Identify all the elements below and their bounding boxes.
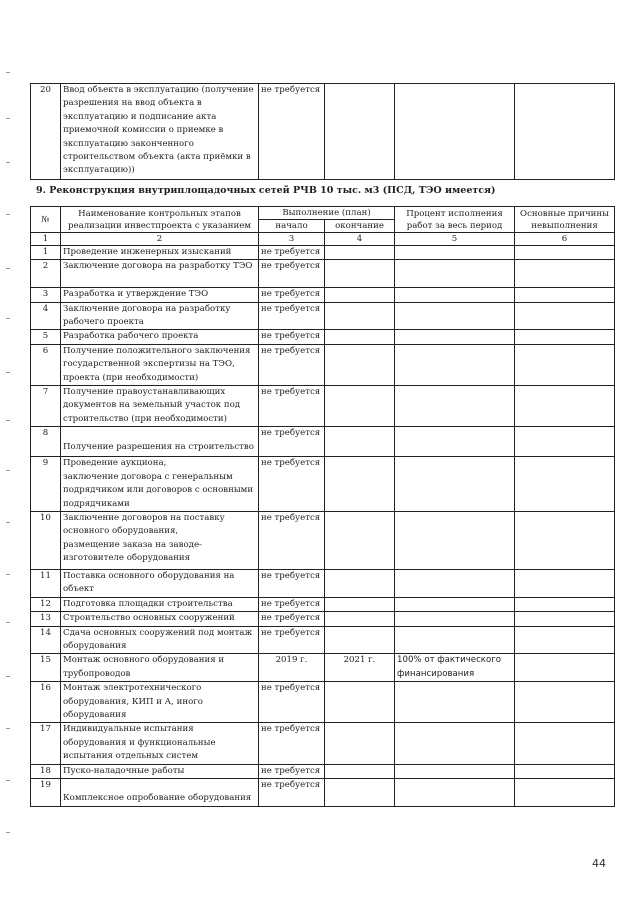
stage-name (61, 288, 259, 302)
end-cell (325, 597, 395, 611)
reasons-cell (515, 457, 615, 512)
scan-mark (6, 622, 10, 623)
table-row (31, 654, 615, 682)
reasons-cell (515, 682, 615, 723)
row-number: 3 (31, 288, 61, 302)
section-title: 9. Реконструкция внутриплощадочных сетей РЧВ 10 тыс. м3 (ПСД, ТЭО имеется) (36, 185, 496, 196)
reasons-cell (515, 344, 615, 385)
reasons-cell (515, 386, 615, 427)
reasons-cell (515, 246, 615, 260)
control-stages-table (30, 206, 615, 807)
stage-name (61, 626, 259, 654)
start-cell: не требуется (259, 626, 325, 654)
stage-name (61, 511, 259, 569)
table-row (31, 330, 615, 344)
reasons-cell (515, 654, 615, 682)
text-line: документов на земельный участок под (63, 400, 241, 411)
text-line: 100% от фактического (397, 655, 502, 666)
header-name: Наименование контрольных этапов реализации инвестпроекта с указанием (61, 207, 259, 233)
percent-cell (395, 427, 515, 457)
table-row (31, 260, 615, 288)
percent-cell (395, 246, 515, 260)
stage-name (61, 246, 259, 260)
reasons-cell (515, 723, 615, 764)
percent-cell (395, 764, 515, 778)
header-reasons: Основные причины невыполнения (515, 207, 615, 233)
scan-mark (6, 214, 10, 215)
text-line (63, 427, 256, 440)
start-cell: не требуется (259, 330, 325, 344)
reasons-cell (515, 597, 615, 611)
row-number: 9 (31, 457, 61, 512)
text-line: трубопроводов (63, 668, 131, 679)
reasons-cell (515, 626, 615, 654)
percent-cell (395, 597, 515, 611)
start-cell: не требуется (259, 682, 325, 723)
row-number: 4 (31, 302, 61, 330)
table-row (31, 344, 615, 385)
row-number: 20 (31, 84, 61, 180)
text-line: размещение заказа на заводе- (63, 539, 202, 550)
start-cell: не требуется (259, 246, 325, 260)
scan-mark (6, 676, 10, 677)
stage-name (61, 654, 259, 682)
table-row (31, 764, 615, 778)
table-row (31, 612, 615, 626)
end-cell (325, 626, 395, 654)
text-line: испытания отдельных систем (63, 751, 199, 762)
scan-mark (6, 832, 10, 833)
end-cell: 2021 г. (325, 654, 395, 682)
row-number: 17 (31, 723, 61, 764)
percent-cell (395, 511, 515, 569)
text-line: подрядчиками (63, 498, 130, 509)
table-row (31, 723, 615, 764)
text-line: изготовителе оборудования (63, 553, 191, 564)
text-line: разрешения на ввод объекта в (63, 98, 202, 109)
stage-name (61, 612, 259, 626)
table-row (31, 288, 615, 302)
header-end: окончание (325, 220, 395, 233)
text-line: рабочего проекта (63, 317, 144, 328)
scan-mark (6, 780, 10, 781)
end-cell (325, 764, 395, 778)
end-cell (325, 723, 395, 764)
text-line: Комплексное опробование оборудования (63, 793, 252, 804)
percent-cell (395, 723, 515, 764)
end-cell (325, 288, 395, 302)
end-cell (325, 386, 395, 427)
text-line: подрядчиком или договоров с основными (63, 485, 254, 496)
scan-mark (6, 162, 10, 163)
reasons-cell (515, 288, 615, 302)
text-line: заключение договора с генеральным (63, 471, 233, 482)
row-number: 13 (31, 612, 61, 626)
text-line: Пуско-наладочные работы (63, 765, 185, 776)
text-line: Проведение инженерных изысканий (63, 247, 232, 257)
start-cell: 2019 г. (259, 654, 325, 682)
percent-cell (395, 682, 515, 723)
text-line: Строительство основных сооружений (63, 613, 235, 624)
end-cell (325, 246, 395, 260)
header-row (31, 207, 615, 220)
end-cell (325, 302, 395, 330)
start-cell: не требуется (259, 260, 325, 288)
column-numbers-row (31, 233, 615, 246)
start-cell: не требуется (259, 84, 325, 180)
col-number: 3 (259, 233, 325, 246)
start-cell: не требуется (259, 457, 325, 512)
end-cell (325, 330, 395, 344)
percent-cell (395, 457, 515, 512)
scan-mark (6, 318, 10, 319)
start-cell: не требуется (259, 764, 325, 778)
reasons-cell (515, 612, 615, 626)
col-number: 6 (515, 233, 615, 246)
reasons-cell (515, 427, 615, 457)
text-line: оборудования, КИП и А, иного (63, 696, 203, 707)
text-line: финансирования (397, 668, 475, 679)
end-cell (325, 779, 395, 807)
end-cell (325, 457, 395, 512)
text-line: объект (63, 584, 95, 595)
row-number: 2 (31, 260, 61, 288)
start-cell: не требуется (259, 597, 325, 611)
stage-name (61, 569, 259, 597)
reasons-cell (515, 84, 615, 180)
reasons-cell (515, 260, 615, 288)
text-line: Разработка рабочего проекта (63, 331, 199, 342)
percent-cell (395, 84, 515, 180)
text-line: Получение положительного заключения (63, 345, 251, 356)
row-number: 12 (31, 597, 61, 611)
stage-name (61, 427, 259, 457)
percent-cell (395, 386, 515, 427)
table-row (31, 626, 615, 654)
start-cell: не требуется (259, 569, 325, 597)
col-number: 4 (325, 233, 395, 246)
start-cell: не требуется (259, 723, 325, 764)
percent-cell (395, 779, 515, 807)
reasons-cell (515, 302, 615, 330)
previous-section-table (30, 83, 615, 180)
row-number: 15 (31, 654, 61, 682)
text-line: Заключение договора на разработку ТЭО (63, 261, 253, 272)
scan-mark (6, 420, 10, 421)
table-row (31, 682, 615, 723)
text-line: приемочной комиссии о приемке в (63, 125, 224, 136)
text-line: оборудования и функциональные (63, 737, 216, 748)
table-body (31, 246, 615, 807)
reasons-cell (515, 511, 615, 569)
scan-mark (6, 574, 10, 575)
start-cell: не требуется (259, 427, 325, 457)
text-line: основного оборудования, (63, 526, 179, 537)
stage-name (61, 344, 259, 385)
text-line: Монтаж электротехнического (63, 683, 202, 694)
stage-name (61, 597, 259, 611)
text-line: Сдача основных сооружений под монтаж (63, 627, 253, 638)
percent-cell (395, 626, 515, 654)
text-line: Заключение договора на разработку (63, 303, 231, 314)
header-start: начало (259, 220, 325, 233)
stage-name (61, 682, 259, 723)
stage-name (61, 457, 259, 512)
stage-name (61, 386, 259, 427)
end-cell (325, 84, 395, 180)
start-cell: не требуется (259, 511, 325, 569)
text-line: Проведение аукциона, (63, 458, 167, 469)
header-num: № (31, 207, 61, 233)
row-number: 1 (31, 246, 61, 260)
start-cell: не требуется (259, 386, 325, 427)
col-number: 5 (395, 233, 515, 246)
text-line: эксплуатацию и подписание акта (63, 111, 217, 122)
row-number: 10 (31, 511, 61, 569)
scan-mark (6, 728, 10, 729)
scan-mark (6, 372, 10, 373)
start-cell: не требуется (259, 612, 325, 626)
text-line (63, 779, 256, 792)
row-number: 16 (31, 682, 61, 723)
row-number: 7 (31, 386, 61, 427)
scan-mark (6, 470, 10, 471)
stage-name (61, 779, 259, 807)
stage-name (61, 764, 259, 778)
text-line: строительство (при необходимости) (63, 413, 228, 424)
scan-mark (6, 522, 10, 523)
row-number: 6 (31, 344, 61, 385)
text-line: Подготовка площадки строительства (63, 598, 233, 609)
stage-name (61, 84, 259, 180)
percent-cell (395, 569, 515, 597)
text-line: строительством объекта (акта приёмки в (63, 152, 251, 163)
percent-cell (395, 288, 515, 302)
text-line: Заключение договоров на поставку (63, 512, 225, 523)
table-row (31, 84, 615, 180)
row-number: 19 (31, 779, 61, 807)
percent-cell (395, 260, 515, 288)
start-cell: не требуется (259, 288, 325, 302)
col-number: 2 (61, 233, 259, 246)
scan-mark (6, 268, 10, 269)
text-line: Получение правоустанавливающих (63, 387, 226, 398)
stage-name (61, 330, 259, 344)
percent-cell (395, 330, 515, 344)
text-line: эксплуатацию законченного (63, 138, 194, 149)
end-cell (325, 260, 395, 288)
end-cell (325, 612, 395, 626)
start-cell: не требуется (259, 302, 325, 330)
text-line: эксплуатацию)) (63, 165, 135, 176)
col-number: 1 (31, 233, 61, 246)
start-cell: не требуется (259, 779, 325, 807)
scan-mark (6, 118, 10, 119)
stage-name (61, 723, 259, 764)
text-line (63, 274, 256, 287)
table-row (31, 427, 615, 457)
text-line: оборудования (63, 640, 127, 651)
reasons-cell (515, 764, 615, 778)
text-line: Поставка основного оборудования на (63, 570, 235, 581)
reasons-cell (515, 569, 615, 597)
percent-cell (395, 612, 515, 626)
text-line: Индивидуальные испытания (63, 724, 194, 735)
table-row (31, 302, 615, 330)
text-line: Получение разрешения на строительство (63, 441, 254, 452)
text-line: Разработка и утверждение ТЭО (63, 289, 209, 300)
end-cell (325, 511, 395, 569)
scan-mark (6, 72, 10, 73)
percent-cell (395, 344, 515, 385)
end-cell (325, 427, 395, 457)
text-line: государственной экспертизы на ТЭО, (63, 359, 235, 370)
reasons-cell (515, 779, 615, 807)
row-number: 14 (31, 626, 61, 654)
text-line: оборудования (63, 709, 127, 720)
table-row (31, 246, 615, 260)
stage-name (61, 302, 259, 330)
text-line: Ввод объекта в эксплуатацию (получение (63, 85, 254, 95)
table-row (31, 386, 615, 427)
stage-name (61, 260, 259, 288)
page-number: 44 (592, 857, 606, 870)
end-cell (325, 569, 395, 597)
end-cell (325, 682, 395, 723)
text-line: проекта (при необходимости) (63, 372, 199, 383)
table-row (31, 779, 615, 807)
percent-cell (395, 654, 515, 682)
row-number: 8 (31, 427, 61, 457)
text-line: Монтаж основного оборудования и (63, 655, 225, 666)
table-row (31, 511, 615, 569)
reasons-cell (515, 330, 615, 344)
table-row (31, 569, 615, 597)
table-row (31, 457, 615, 512)
row-number: 18 (31, 764, 61, 778)
header-percent: Процент исполнения работ за весь период (395, 207, 515, 233)
header-execution: Выполнение (план) (259, 207, 395, 220)
row-number: 11 (31, 569, 61, 597)
percent-cell (395, 302, 515, 330)
row-number: 5 (31, 330, 61, 344)
start-cell: не требуется (259, 344, 325, 385)
table-row (31, 597, 615, 611)
end-cell (325, 344, 395, 385)
